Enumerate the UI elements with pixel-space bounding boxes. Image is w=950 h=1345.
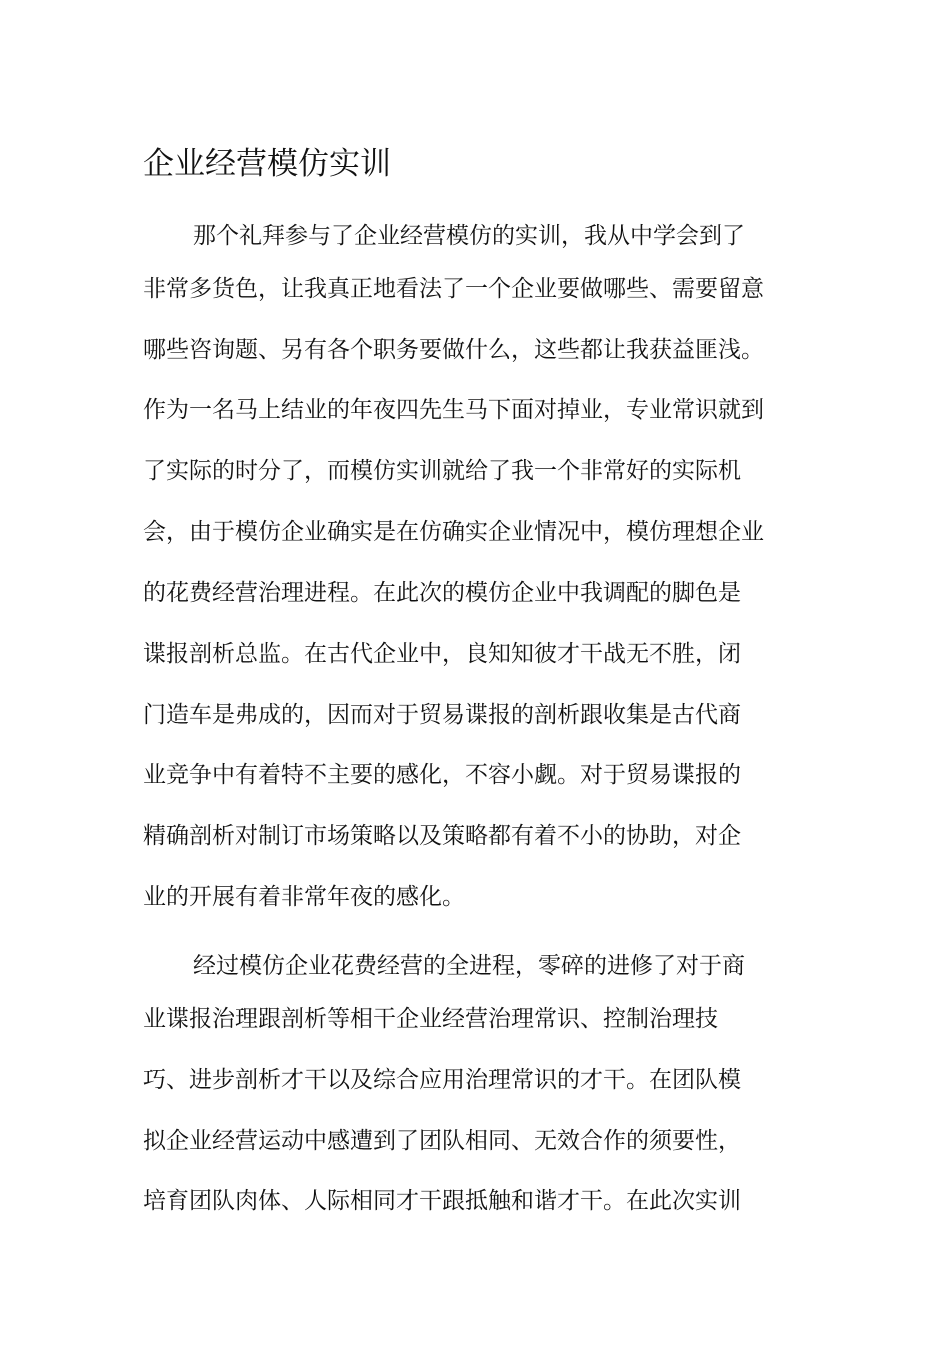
paragraph1-line-3: 哪些咨询题、另有各个职务要做什么，这些都让我获益匪浅。 (143, 337, 764, 363)
paragraph2-line-4: 拟企业经营运动中感遭到了团队相同、无效合作的须要性， (143, 1128, 741, 1154)
paragraph1-line-1: 那个礼拜参与了企业经营模仿的实训，我从中学会到了 (193, 223, 745, 249)
paragraph1-line-5: 了实际的时分了，而模仿实训就给了我一个非常好的实际机 (143, 458, 741, 484)
paragraph1-line-11: 精确剖析对制订市场策略以及策略都有着不小的协助，对企 (143, 823, 741, 849)
document-title: 企业经营模仿实训 (143, 146, 391, 182)
paragraph1-line-9: 门造车是弗成的，因而对于贸易谍报的剖析跟收集是古代商 (143, 702, 741, 728)
paragraph1-line-2: 非常多货色，让我真正地看法了一个企业要做哪些、需要留意 (143, 276, 764, 302)
paragraph2-line-2: 业谍报治理跟剖析等相干企业经营治理常识、控制治理技 (143, 1006, 718, 1032)
paragraph2-line-3: 巧、进步剖析才干以及综合应用治理常识的才干。在团队模 (143, 1067, 741, 1093)
paragraph1-line-6: 会，由于模仿企业确实是在仿确实企业情况中，模仿理想企业 (143, 519, 764, 545)
paragraph1-line-10: 业竞争中有着特不主要的感化，不容小觑。对于贸易谍报的 (143, 762, 741, 788)
paragraph1-line-12: 业的开展有着非常年夜的感化。 (143, 884, 465, 910)
paragraph2-line-5: 培育团队肉体、人际相同才干跟抵触和谐才干。在此次实训 (143, 1188, 741, 1214)
paragraph2-line-1: 经过模仿企业花费经营的全进程，零碎的进修了对于商 (193, 953, 745, 979)
paragraph1-line-8: 谍报剖析总监。在古代企业中，良知知彼才干战无不胜，闭 (143, 641, 741, 667)
paragraph1-line-4: 作为一名马上结业的年夜四先生马下面对掉业，专业常识就到 (143, 397, 764, 423)
paragraph1-line-7: 的花费经营治理进程。在此次的模仿企业中我调配的脚色是 (143, 580, 741, 606)
